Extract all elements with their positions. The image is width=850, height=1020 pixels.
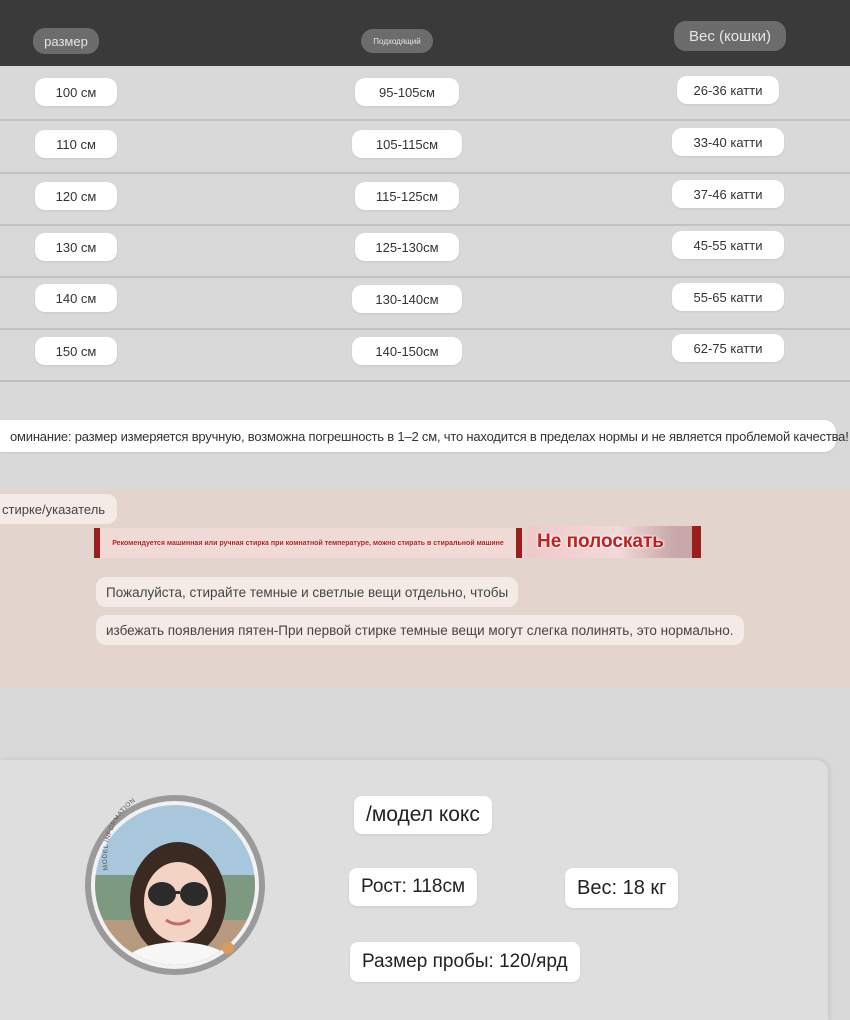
- row-divider: [0, 119, 850, 121]
- header-weight: Вес (кошки): [674, 21, 786, 51]
- measurement-note: оминание: размер измеряется вручную, возможна погрешность в 1–2 см, что находится в пределах нормы и не является проблемой качества!: [0, 420, 836, 452]
- table-cell-weight: 37-46 катти: [672, 180, 784, 208]
- table-cell-weight: 33-40 катти: [672, 128, 784, 156]
- row-divider: [0, 224, 850, 226]
- table-cell-weight: 62-75 катти: [672, 334, 784, 362]
- washing-note-line-1: Пожалуйста, стирайте темные и светлые вещи отдельно, чтобы: [96, 577, 518, 607]
- model-name: /модел кокс: [354, 796, 492, 834]
- avatar: [80, 790, 270, 980]
- table-cell-height: 115-125см: [355, 182, 459, 210]
- no-rinse-label: Не полоскать: [527, 526, 701, 558]
- table-cell-size: 130 см: [35, 233, 117, 261]
- table-cell-size: 150 см: [35, 337, 117, 365]
- washing-note-line-2: избежать появления пятен-При первой стирке темные вещи могут слегка полинять, это нормально.: [96, 615, 744, 645]
- row-divider: [0, 328, 850, 330]
- model-trial-size: Размер пробы: 120/ярд: [350, 942, 580, 982]
- table-cell-height: 105-115см: [352, 130, 462, 158]
- row-divider: [0, 276, 850, 278]
- table-cell-size: 100 см: [35, 78, 117, 106]
- table-cell-size: 140 см: [35, 284, 117, 312]
- table-cell-height: 125-130см: [355, 233, 459, 261]
- model-weight: Вес: 18 кг: [565, 868, 678, 908]
- table-cell-size: 110 см: [35, 130, 117, 158]
- model-info-badge: MODEL INFORMATION: [101, 796, 137, 871]
- table-cell-weight: 26-36 катти: [677, 76, 779, 104]
- table-cell-size: 120 см: [35, 182, 117, 210]
- washing-title: стирке/указатель: [0, 494, 117, 524]
- header-size: размер: [33, 28, 99, 54]
- avatar-image: [80, 790, 270, 980]
- table-cell-height: 140-150см: [352, 337, 462, 365]
- table-cell-weight: 45-55 катти: [672, 231, 784, 259]
- table-bottom-line: [0, 380, 850, 382]
- size-table-header: [0, 0, 850, 66]
- washing-instruction-banner: Рекомендуется машинная или ручная стирка при комнатной температуре, можно стирать в стиральной машине: [94, 528, 522, 558]
- header-fit: Подходящий: [361, 29, 433, 53]
- table-cell-height: 130-140см: [352, 285, 462, 313]
- model-height: Рост: 118см: [349, 868, 477, 906]
- row-divider: [0, 172, 850, 174]
- table-cell-height: 95-105см: [355, 78, 459, 106]
- table-cell-weight: 55-65 катти: [672, 283, 784, 311]
